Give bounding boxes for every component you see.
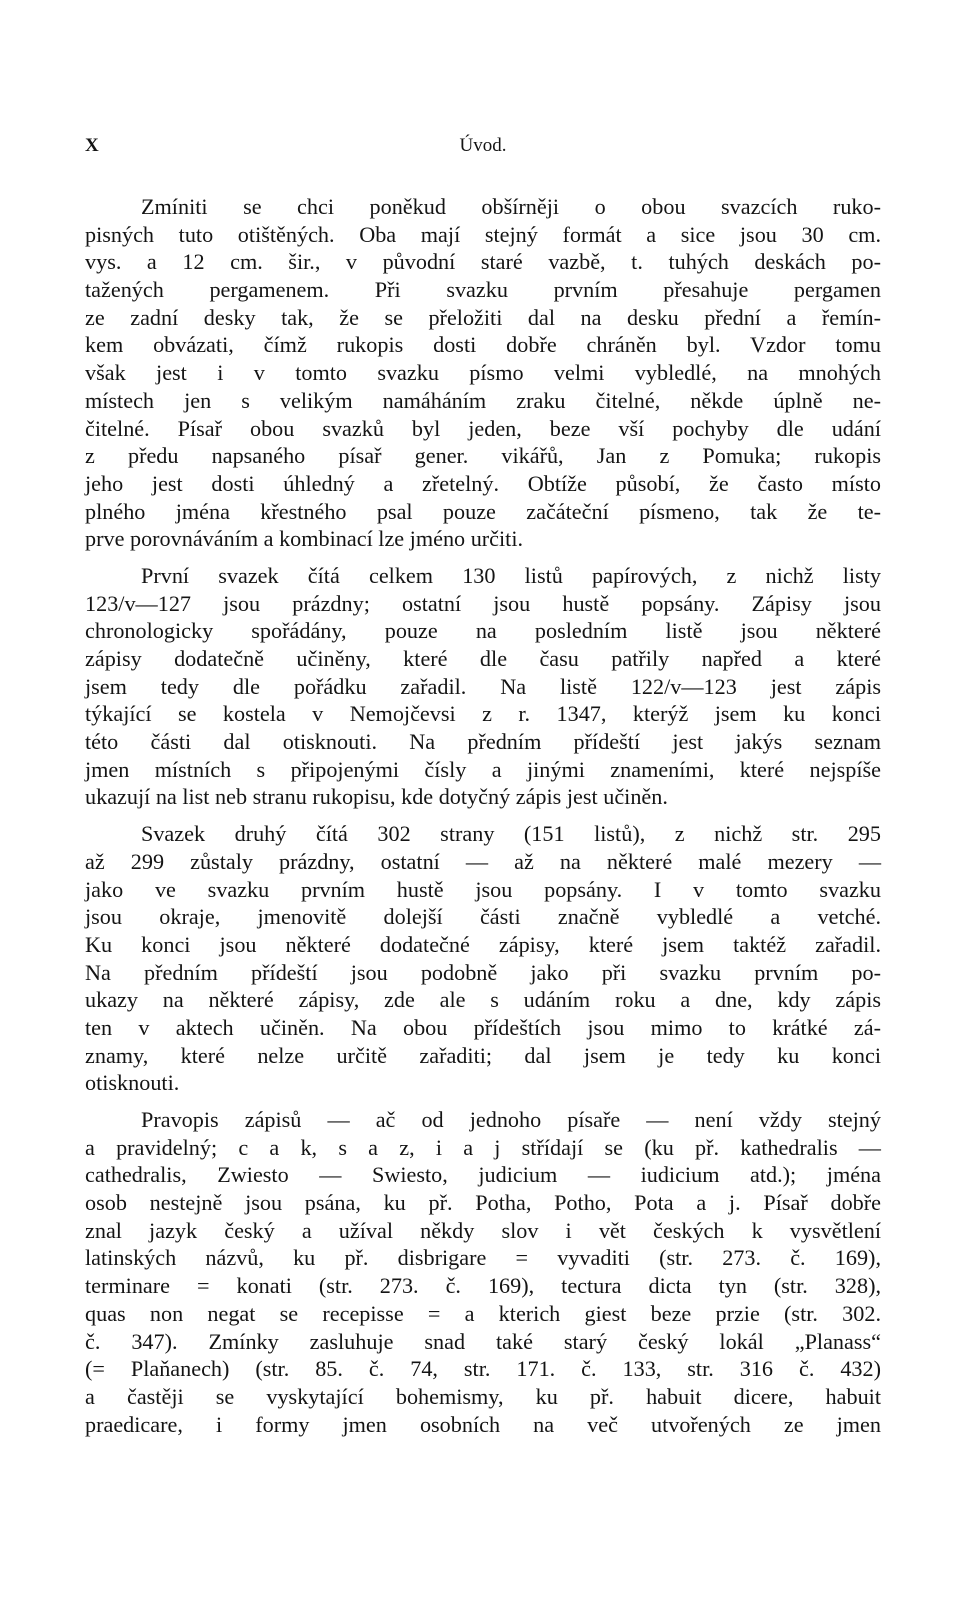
text-line: Pravopis zápisů — ač od jednoho písaře — není vždy stejný <box>141 1107 881 1132</box>
text-line: jsou okraje, jmenovitě dolejší části značně vybledlé a vetché. <box>85 904 881 930</box>
text-line: terminare = konati (str. 273. č. 169), tectura dicta tyn (str. 328), <box>85 1273 881 1299</box>
text-line: osob nestejně jsou psána, ku př. Potha, Potho, Pota a j. Písař dobře <box>85 1190 881 1216</box>
text-line: Na předním přídeští jsou podobně jako při svazku prvním po- <box>85 959 881 985</box>
text-line: První svazek čítá celkem 130 listů papírových, z nichž listy <box>141 562 881 588</box>
page-number: X <box>85 135 99 156</box>
body-text <box>85 193 881 1438</box>
paragraph-second-volume <box>85 820 881 1097</box>
paragraph-first-volume <box>85 562 881 811</box>
text-line: vys. a 12 cm. šir., v původní staré vazbě, t. tuhých deskách po- <box>85 249 881 275</box>
text-line: prve porovnáváním a kombinací lze jméno určiti. <box>85 526 524 552</box>
text-line: (= Plaňanech) (str. 85. č. 74, str. 171. č. 133, str. 316 č. 432) <box>85 1356 881 1382</box>
text-line: quas non negat se recepisse = a kterich giest beze przie (str. 302. <box>85 1300 881 1326</box>
text-line: znamy, které nelze určitě zařaditi; dal jsem je tedy ku konci <box>85 1042 881 1068</box>
text-line: jsem tedy dle pořádku zařadil. Na listě 122/v—123 jest zápis <box>85 673 881 699</box>
text-line: však jest i v tomto svazku písmo velmi vybledlé, na mnohých <box>85 360 881 386</box>
text-line: čitelné. Písař obou svazků byl jeden, beze vší pochyby dle udání <box>85 415 881 441</box>
text-line: jmen místních s připojenými čísly a jinými znameními, které nejspíše <box>85 756 881 782</box>
text-line: tažených pergamenem. Při svazku prvním přesahuje pergamen <box>85 277 881 303</box>
text-line: kem obvázati, čímž rukopis dosti dobře chráněn byl. Vzdor tomu <box>85 332 881 358</box>
text-line: Zmíniti se chci poněkud obšírněji o obou svazcích ruko- <box>141 194 881 219</box>
text-line: Ku konci jsou některé dodatečné zápisy, které jsem taktéž zařadil. <box>85 931 881 957</box>
text-line: ukazy na některé zápisy, zde ale s udáním roku a dne, kdy zápis <box>85 987 881 1013</box>
paragraph-volume-description <box>85 193 881 553</box>
text-line: cathedralis, Zwiesto — Swiesto, judicium — iudicium atd.); jména <box>85 1162 881 1188</box>
text-line: a častěji se vyskytající bohemismy, ku př. habuit dicere, habuit <box>85 1383 881 1409</box>
text-line: této části dal otisknouti. Na předním přídeští jest jakýs seznam <box>85 729 881 755</box>
text-line: č. 347). Zmínky zasluhuje snad také starý český lokál „Planass“ <box>85 1328 881 1354</box>
text-line: až 299 zůstaly prázdny, ostatní — až na některé malé mezery — <box>85 848 881 874</box>
text-line: otisknouti. <box>85 1070 180 1096</box>
text-line: a pravidelný; c a k, s a z, i a j střídají se (ku př. kathedralis — <box>85 1134 881 1160</box>
text-line: ze zadní desky tak, že se přeložiti dal na desku přední a řemín- <box>85 304 881 330</box>
text-line: jako ve svazku prvním hustě jsou popsány. I v tomto svazku <box>85 876 881 902</box>
text-line: ukazují na list neb stranu rukopisu, kde dotyčný zápis jest učiněn. <box>85 784 668 810</box>
text-line: chronologicky spořádány, pouze na posledním listě jsou některé <box>85 618 881 644</box>
text-line: pisných tuto otištěných. Oba mají stejný formát a sice jsou 30 cm. <box>85 221 881 247</box>
text-line: 123/v—127 jsou prázdny; ostatní jsou hustě popsány. Zápisy jsou <box>85 590 881 616</box>
text-line: ten v aktech učiněn. Na obou přídeštích jsou mimo to krátké zá- <box>85 1014 881 1040</box>
text-line: znal jazyk český a užíval někdy slov i vět českých k vysvětlení <box>85 1217 881 1243</box>
running-header <box>85 135 881 159</box>
text-line: místech jen s velikým namáháním zraku čitelné, někde úplně ne- <box>85 387 881 413</box>
text-line: týkající se kostela v Nemojčevsi z r. 1347, kterýž jsem ku konci <box>85 701 881 727</box>
text-line: jeho jest dosti úhledný a zřetelný. Obtíže působí, že často místo <box>85 470 881 496</box>
text-line: latinských názvů, ku př. disbrigare = vyvaditi (str. 273. č. 169), <box>85 1245 881 1271</box>
text-line: Svazek druhý čítá 302 strany (151 listů), z nichž str. 295 <box>141 821 881 847</box>
text-line: zápisy dodatečně učiněny, které dle času patřily napřed a které <box>85 646 881 671</box>
running-title: Úvod. <box>459 135 507 156</box>
paragraph-orthography <box>85 1106 881 1438</box>
text-line: praedicare, i formy jmen osobních na več utvořených ze jmen <box>85 1411 881 1437</box>
text-line: z předu napsaného písař gener. vikářů, Jan z Pomuka; rukopis <box>85 443 881 469</box>
text-line: plného jména křestného psal pouze začáteční písmeno, tak že te- <box>85 498 881 524</box>
